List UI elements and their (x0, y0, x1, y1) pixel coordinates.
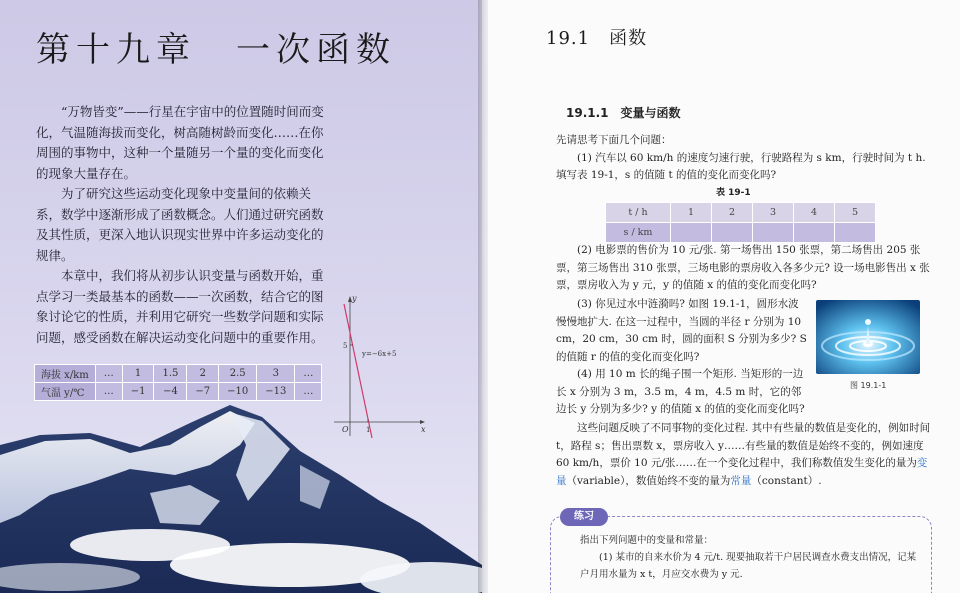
table-cell (794, 223, 835, 243)
table-cell: 2.5 (219, 365, 257, 383)
mountain-illustration (0, 405, 482, 593)
conclusion-paragraph (556, 420, 936, 490)
exercise-instruction: 指出下列问题中的变量和常量： (580, 535, 714, 546)
y-axis-label: y (352, 294, 357, 303)
table-cell: … (295, 383, 322, 401)
table-cell: 1 (671, 203, 712, 223)
lead-text: 先请思考下面几个问题： (556, 134, 672, 146)
chapter-intro (36, 102, 326, 348)
equation-label: y=−6x+5 (362, 350, 397, 358)
table-cell: 2 (187, 365, 219, 383)
exercise-item-1: (1) 某市的自来水价为 4 元/t. 现要抽取若干户居民调查水费支出情况，记某户月用水量为 x t，月应交水费为 y 元. (580, 552, 917, 580)
table-row (606, 203, 876, 223)
table-cell: 1 (122, 365, 154, 383)
problem-block-3 (556, 296, 808, 366)
exercise-badge: 练习 (560, 508, 608, 526)
problem-block-2 (556, 242, 936, 295)
table-cell: 2 (712, 203, 753, 223)
table-row (35, 365, 322, 383)
table-cell (835, 223, 876, 243)
intro-paragraph: 为了研究这些运动变化现象中变量间的依赖关系，数学中逐渐形成了函数概念。人们通过研究函数及其性质，更深入地认识现实世界中许多运动变化的规律。 (36, 186, 324, 263)
chapter-title: 第十九章 一次函数 (36, 30, 396, 70)
right-page (488, 0, 960, 593)
table-cell: 3 (257, 365, 295, 383)
table-cell: 3 (753, 203, 794, 223)
problem-block-4 (556, 366, 808, 419)
table-cell: s / km (606, 223, 671, 243)
x-axis-label: x (421, 425, 426, 434)
conclusion-text (556, 420, 936, 490)
table-cell: −1 (122, 383, 154, 401)
table-cell: … (95, 383, 122, 401)
subsection-title: 19.1.1 变量与函数 (566, 106, 681, 120)
table-cell (671, 223, 712, 243)
y-tick-label: 5 (343, 342, 348, 350)
conclusion-pre: 这些问题反映了不同事物的变化过程. 其中有些量的数值是变化的，例如时间 t，路程 s；售出票数 x，票房收入 y……有些量的数值是始终不变的，例如速度 60 km/h，票价 10 元/张……在一个变化过程中，我们称数值发生变化的量为 (556, 422, 931, 469)
table-cell: −13 (257, 383, 295, 401)
distance-time-table (605, 202, 876, 243)
table-cell: 1.5 (154, 365, 187, 383)
intro-paragraph: 本章中，我们将从初步认识变量与函数开始，重点学习一类最基本的函数——一次函数，结合它的图象讨论它的性质，并利用它研究一些数学问题和实际问题，感受函数在解决运动变化问题中的重要作用。 (36, 268, 324, 345)
table-caption: 表 19-1 (716, 188, 751, 198)
table-cell (712, 223, 753, 243)
section-title: 19.1 函数 (546, 28, 648, 49)
x-tick-label: 1 (366, 426, 371, 434)
exercise-content (580, 532, 920, 583)
origin-label: O (342, 425, 349, 434)
table-row (35, 383, 322, 401)
table-cell: −7 (187, 383, 219, 401)
conclusion-post: （constant）. (751, 474, 822, 487)
table-cell: 4 (794, 203, 835, 223)
table-cell: 海拔 x/km (35, 365, 96, 383)
table-cell: … (295, 365, 322, 383)
conclusion-mid: （variable），数值始终不变的量为 (566, 474, 731, 487)
table-cell: 5 (835, 203, 876, 223)
table-cell: t / h (606, 203, 671, 223)
figure-caption: 图 19.1-1 (850, 381, 887, 390)
table-cell: … (95, 365, 122, 383)
table-cell: 气温 y/℃ (35, 383, 96, 401)
problem-block-1 (556, 132, 936, 185)
altitude-temperature-table (34, 364, 322, 401)
intro-paragraph: “万物皆变”——行星在宇宙中的位置随时间而变化，气温随海拔而变化，树高随树龄而变化……在你周围的事物中，这种一个量随另一个量的变化而变化的现象大量存在。 (36, 104, 324, 181)
table-cell: −4 (154, 383, 187, 401)
ripple-photo (816, 300, 920, 374)
question-3: (3) 你见过水中涟漪吗? 如图 19.1-1，圆形水波慢慢地扩大. 在这一过程中，当圆的半径 r 分别为 10 cm，20 cm，30 cm 时，圆的面积 S 分别为多少? S 的值随 r 的值的变化而变化吗? (556, 298, 807, 363)
question-1: (1) 汽车以 60 km/h 的速度匀速行驶，行驶路程为 s km，行驶时间为 t h. 填写表 19-1，s 的值随 t 的值的变化而变化吗? (556, 151, 926, 181)
question-4: (4) 用 10 m 长的绳子围一个矩形. 当矩形的一边长 x 分别为 3 m，3.5 m，4 m，4.5 m 时，它的邻边长 y 分别为多少? y 的值随 x 的值的变化而变化吗? (556, 368, 805, 415)
table-row (606, 223, 876, 243)
table-cell (753, 223, 794, 243)
table-cell: −10 (219, 383, 257, 401)
term-constant: 常量 (730, 474, 752, 487)
term-variable: 变量 (556, 457, 928, 487)
question-2: (2) 电影票的售价为 10 元/张. 第一场售出 150 张票，第二场售出 205 张票，第三场售出 310 张票，三场电影的票房收入各多少元? 设一场电影售出 x 张票，票房收入为 y 元，y 的值随 x 的值的变化而变化吗? (556, 244, 930, 291)
